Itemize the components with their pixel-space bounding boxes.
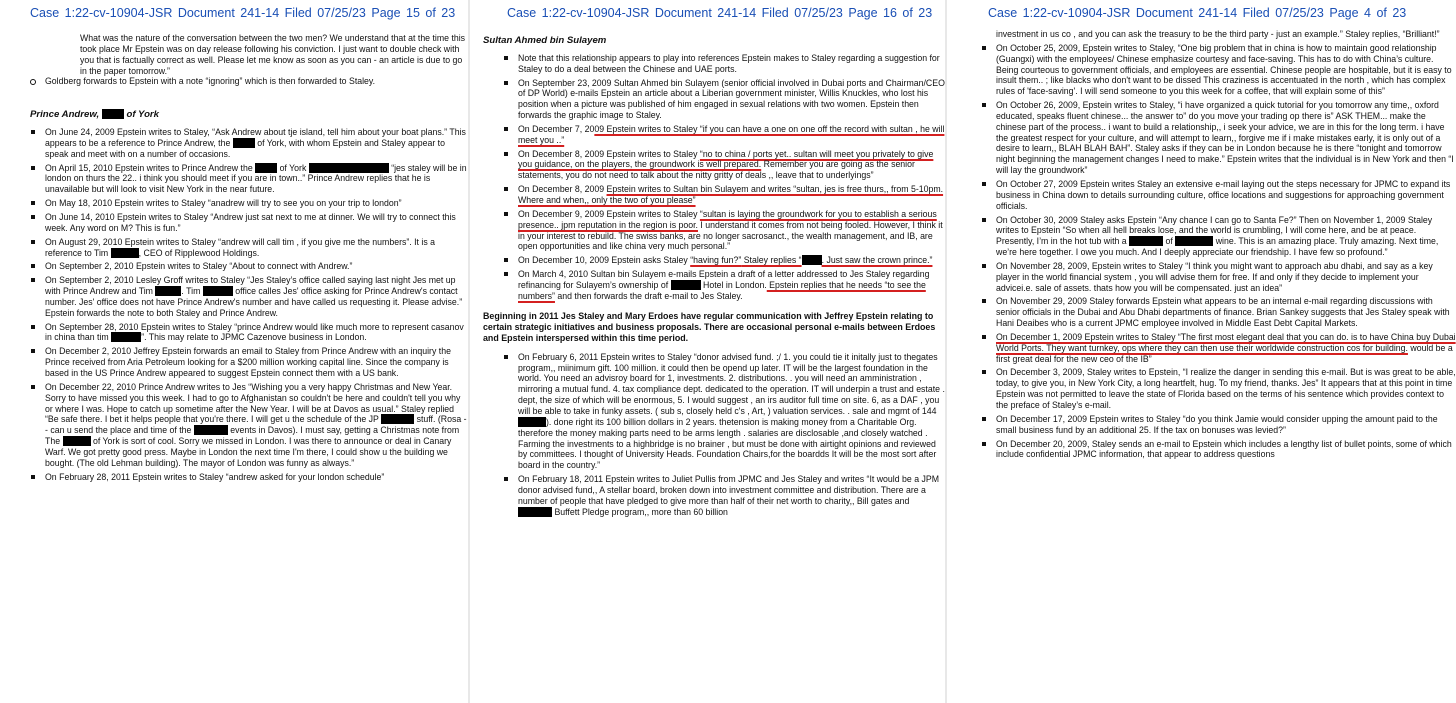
redaction xyxy=(111,332,141,342)
list-item: On December 7, 2009 Epstein writes to Staley “if you can have a one on one off the record with sultan , he will meet you ..” xyxy=(503,124,945,146)
list-item: On March 4, 2010 Sultan bin Sulayem e-mails Epstein a draft of a letter addressed to Jes Staley regarding refinancing for Sulayem’s ownership of Hotel in London. Epstein replies that he needs “to see the numbers” and then forwards the draft e-mail to Jes Staley. xyxy=(503,269,945,302)
bullet-list xyxy=(988,43,1456,460)
page-header: Case 1:22-cv-10904-JSR Document 241-14 Filed 07/25/23 Page 16 of 23 xyxy=(507,6,933,20)
section-heading-prince-andrew: Prince Andrew, of York xyxy=(30,109,160,121)
highlighted-text: “sultan is laying the groundwork for you to establish a serious presence.. jpm reputation in the region is poor. xyxy=(518,208,937,230)
page-header: Case 1:22-cv-10904-JSR Document 241-14 Filed 07/25/23 Page 4 of 23 xyxy=(988,6,1407,20)
redaction xyxy=(111,248,139,258)
redaction xyxy=(155,286,181,296)
redaction xyxy=(233,138,255,148)
list-item: On October 25, 2009, Epstein writes to Staley, “One big problem that in china is how to maintain good relationship (Guangxi) with the employees/ Chinese emphasize courtesy and face-saving. This has to do with China’s culture. Being courteous to government officials, and employees are essential. Chinese people are hospitable, but it is easy to insult them.. ; like blacks who don't want to be dissed This craziness is accentuated in the north , which has complex rules of 'face-saving'. I will send someone to you this week for a coffee, that will explain some of this” xyxy=(988,43,1456,97)
document-page-15 xyxy=(0,0,468,703)
section-heading-sultan: Sultan Ahmed bin Sulayem xyxy=(483,35,607,46)
redaction xyxy=(671,280,701,290)
bullet-list xyxy=(483,352,945,518)
list-item: On September 28, 2010 Epstein writes to Staley “prince Andrew would like much more to represent casanov in china than tim ”. This may relate to JPMC Cazenove business in London. xyxy=(30,322,468,344)
highlighted-text: . Just saw the crown prince.” xyxy=(821,255,933,266)
page-header: Case 1:22-cv-10904-JSR Document 241-14 Filed 07/25/23 Page 15 of 23 xyxy=(30,6,456,20)
document-page-16 xyxy=(470,0,945,703)
list-item: On February 28, 2011 Epstein writes to Staley “andrew asked for your london schedule” xyxy=(30,472,468,483)
continued-paragraph: investment in us co , and you can ask the treasury to be the third party - just an example.” Staley replies, “Brilliant!” xyxy=(996,29,1440,39)
list-item: On October 27, 2009 Epstein writes Staley an extensive e-mail laying out the steps necessary for JPMC to expand its business in China down to details surrounding culture, office locations and suggestions for approaching government officials. xyxy=(988,179,1456,212)
bullet-list xyxy=(30,127,468,482)
document-page-4 xyxy=(947,0,1456,703)
list-item: On December 8, 2009 Epstein writes to Sultan bin Sulayem and writes “sultan, jes is free thurs,, from 5-10pm. Where and when,, only the two of you please” xyxy=(503,184,945,206)
redaction xyxy=(518,507,552,517)
list-item: On February 18, 2011 Epstein writes to Juliet Pullis from JPMC and Jes Staley and writes “It would be a JPM donor advised fund,, A stellar board, broken down into investment committee and distribution. There are a number of people that have pledged to give more than half of their net worth to charity,, Bill gates and Buffett Pledge program,, more than 60 billion xyxy=(503,474,945,517)
list-item: On November 29, 2009 Staley forwards Epstein what appears to be an internal e-mail regarding discussions with senior officials in the Dubai and Abu Dhabi departments of finance. Brian Sankey suggests that Jes Staley speak with Hani Deaibes who is a current JPMC employee involved in Middle East Debt Capital Markets. xyxy=(988,296,1456,329)
highlighted-text: Staley replies “ xyxy=(741,255,802,266)
highlighted-text: “having fun?” xyxy=(690,255,742,266)
highlighted-text: Epstein replies that he needs “to see the numbers” xyxy=(518,279,926,301)
redaction xyxy=(203,286,233,296)
list-item: On June 14, 2010 Epstein writes to Staley “Andrew just sat next to me at dinner. We will try to connect this week. Any word on M? This is fun.” xyxy=(30,212,468,234)
redaction xyxy=(518,417,546,427)
redaction xyxy=(102,109,124,119)
list-item: On December 22, 2010 Prince Andrew writes to Jes “Wishing you a very happy Christmas and New Year. Sorry to have missed you this week. I had to go to Afghanistan so couldn't be here and couldn't tell you why or where I was. Hope to catch up sometime after the New Year. I will be at Davos as usual.” Staley replied “Be safe there. I bet it helps people that you're there. I will get u the schedule of the JP stuff. (Rosa -- can u send the place and time of the events in Davos). I must say, getting a Christmas note from The of York is sort of cool. Sorry we missed in London. I was there to announce or deal in Canary Warf. We got pretty good press. Maybe in London the next time I'm there, I could show u the building we bought. (The old Lehman building). The mayor of London was funny as always.” xyxy=(30,382,468,469)
bullet-list xyxy=(483,53,945,302)
redaction xyxy=(1129,236,1163,246)
list-item: On December 17, 2009 Epstein writes to Staley “do you think Jamie would consider upping the amount paid to the small business fund by an additional 25. If the tax on bonuses was levied?” xyxy=(988,414,1456,436)
list-item: On February 6, 2011 Epstein writes to Staley “donor advised fund. ;/ 1. you could tie it initally just to thegates program,, miinimum gift. 100 million. it could then be opend up later. IT will be the largest foundation in the world. You need an advisroy board for 1, investments. 2. distributions. . you will need an amministration , mirroring a mutual fund. 4. tax compliance dept. dedicated to the operation. IT will underpin a trust and estate . dept, the size of which will be enormous, 5. I would suggest , an irs auditor full time on site. 6, as a DAF , you will be able to take in funky assets. ( sub s, closely held c's , Art, ) valuation services. . sale and mgmt of 144 ). done right its 100 billion dollars in 2 years. thetension is making money from a Charitable Org. therefore the money making parts need to be arms length . salaries are disclosable ,and closely watched . Farming the investments to a highbridge is no brainer , but must be done with airtight opinions and reviewed by committees. I thought of University Heads. Foundation Chairs,for the boardds It will be the most sort after board in the country.” xyxy=(503,352,945,471)
list-item: On September 2, 2010 Lesley Groff writes to Staley “Jes Staley’s office called saying last night Jes met up with Prince Andrew and Tim . Tim office calles Jes' office asking for Prince Andrew's contact number. Jes' office does not have Prince Andrew's number and have called us requesting it. Please advise.” Epstein forwards the note to both Staley and Prince Andrew. xyxy=(30,275,468,318)
list-item: On December 8, 2009 Epstein writes to Staley “no to china / ports yet.. sultan will meet you privately to give you guidance, on the players, the groundwork is well prepared. Remember you are going as the senior statements, you do not need to talk about the nitty gritty of deals ,, leave that to underlyings” xyxy=(503,149,945,182)
redaction xyxy=(63,436,91,446)
list-item: On December 9, 2009 Epstein writes to Staley “sultan is laying the groundwork for you to establish a serious presence.. jpm reputation in the region is poor. I understand it comes from not being fooled. However, I think it in your interest to rebuild. The swiss banks, are no longer sacrosanct., the wealth management, and IB, are open opportunities and like china very much personal.” xyxy=(503,209,945,252)
list-item: On December 1, 2009 Epstein writes to Staley “The first most elegant deal that you can do. is to have China buy Dubai World Ports. They want turnkey, ops where they can then use their worldwide construction cos for building. would be a first great deal for the new ceo of the IB” xyxy=(988,332,1456,365)
highlighted-text: On December 1, 2009 Epstein writes to Staley “The first most elegant deal that you can do. is to have China buy Dubai World Ports. They want turnkey, ops where they can then use their worldwide construction cos for building. xyxy=(996,331,1456,353)
list-item: On September 23, 2009 Sultan Ahmed bin Sulayem (senior official involved in Dubai ports and Chairman/CEO of DP World) e-mails Epstein an article about a Liberian government minister, Willis Knuckles, who lost his position when a picture was published of him engaged in sexual relations with two women. Epstein then forwards the graphic image to Staley. xyxy=(503,78,945,121)
redaction xyxy=(255,163,277,173)
highlighted-text: 09 Epstein writes to Staley “if you can have a one on one off the record with sultan , he will meet you ..” xyxy=(518,123,945,145)
list-item: On November 28, 2009, Epstein writes to Staley “I think you might want to approach abu dhabi, and say as a key player in the world financial system , you will advise them for free. If and only if they decide to implement your advicei.e. sale of assets. thats how you will be compensated. just an idea” xyxy=(988,261,1456,294)
bold-paragraph: Beginning in 2011 Jes Staley and Mary Erdoes have regular communication with Jeffrey Epstein relating to certain strategic initiatives and business proposals. There are occasional personal e-mails between Erdoes and Epstein interspersed within this time period. xyxy=(483,310,936,344)
list-item: On December 3, 2009, Staley writes to Epstein, “I realize the danger in sending this e-mail. But is was great to be able, today, to give you, in New York City, a long heartfelt, hug. To my friend, thanks. Jes” It appears that at this point in time Epstein was not permitted to leave the state of Florida based on the terms of his sentence which provides context to the preface of Staley’s e-mail. xyxy=(988,367,1456,410)
list-item: On May 18, 2010 Epstein writes to Staley “anadrew will try to see you on your trip to london” xyxy=(30,198,468,209)
list-item: On September 2, 2010 Epstein writes to Staley “About to connect with Andrew.” xyxy=(30,261,468,272)
list-item: On August 29, 2010 Epstein writes to Staley “andrew will call tim , if you give me the numbers”. It is a reference to Tim , CEO of Ripplewood Holdings. xyxy=(30,237,468,259)
list-item: On December 2, 2010 Jeffrey Epstein forwards an email to Staley from Prince Andrew with an inquiry the Prince received from Aria Petroleum looking for a $200 million working capital line. Since the company is based in the US Prince Andrew appeared to suggest Epstein connect them with a US bank. xyxy=(30,346,468,379)
intro-paragraph: What was the nature of the conversation between the two men? We understand that at the time this took place Mr Epstein was on day release following his conviction. I just want to double check with you that is factually correct as well. Please let me know as soon as you can - an article is due to go in the paper tomorrow.” xyxy=(80,33,466,76)
list-item: On December 10, 2009 Epstein asks Staley “having fun?” Staley replies “ . Just saw the crown prince.” xyxy=(503,255,945,266)
highlighted-text: “no to china / ports yet.. sultan will meet you privately to give you guidance, on the players, the groundwork is well prepared. xyxy=(518,148,934,170)
redaction xyxy=(194,425,228,435)
list-item: On October 30, 2009 Staley asks Epstein “Any chance I can go to Santa Fe?” Then on November 1, 2009 Staley writes to Epstein “So when all hell breaks lose, and the world is crumbling, I will come here, and be at peace. Presently, I’m in the hot tub with a of wine. This is an amazing place. Truly amazing. Next time, we’re here together. I owe you much. And I deeply appreciate our friendship. I have few so profound.” xyxy=(988,215,1456,258)
list-item: Goldberg forwards to Epstein with a note “ignoring” which is then forwarded to Staley. xyxy=(30,76,468,87)
list-item: On April 15, 2010 Epstein writes to Prince Andrew the of York “jes staley will be in london on thurs the 22.. i think you should meet if you are in town..” Prince Andrew replies that he is unavailable but will look to visit New York in the near future. xyxy=(30,163,468,196)
redaction xyxy=(381,414,414,424)
list-item: On October 26, 2009, Epstein writes to Staley, “i have organized a quick tutorial for you tomorrow any time,, oxford educated, speaks fluent chinese... the answer to” do you move your trading op there is” ASK THEM... make the chinese part of the process.. i want to build a relationship,, i seek your advice, we are in this for the long term. i have the greatest respect for your culture, and will attempt to learn,, forgive me if i make mistakes early, it is only out of a desire to learn,, BLAH BLAH BAH”. Staley asks if they can be in London because he is there “tonight and tomorrow night beginning the management changes I need to make.” Epstein writes that the individual is in New York and then “I will lay the groundwork” xyxy=(988,100,1456,176)
redaction xyxy=(802,255,822,265)
list-item: On December 20, 2009, Staley sends an e-mail to Epstein which includes a lengthy list of bullet points, some of which include confidential JPMC information, that appear to address questions xyxy=(988,439,1456,461)
list-item: On June 24, 2009 Epstein writes to Staley, “Ask Andrew about tje island, tell him about your boat plans.” This appears to be a reference to Prince Andrew, the of York, with whom Epstein and Staley appear to speak and meet with on a number of occasions. xyxy=(30,127,468,160)
list-item: Note that this relationship appears to play into references Epstein makes to Staley regarding a suggestion for Staley to do a deal between the Chinese and UAE ports. xyxy=(503,53,945,75)
redaction xyxy=(309,163,389,173)
highlighted-text: Epstein writes to Sultan bin Sulayem and writes “sultan, jes is free thurs,, from 5-10pm. Where and when,, only the two of you please” xyxy=(518,184,944,206)
redaction xyxy=(1175,236,1213,246)
